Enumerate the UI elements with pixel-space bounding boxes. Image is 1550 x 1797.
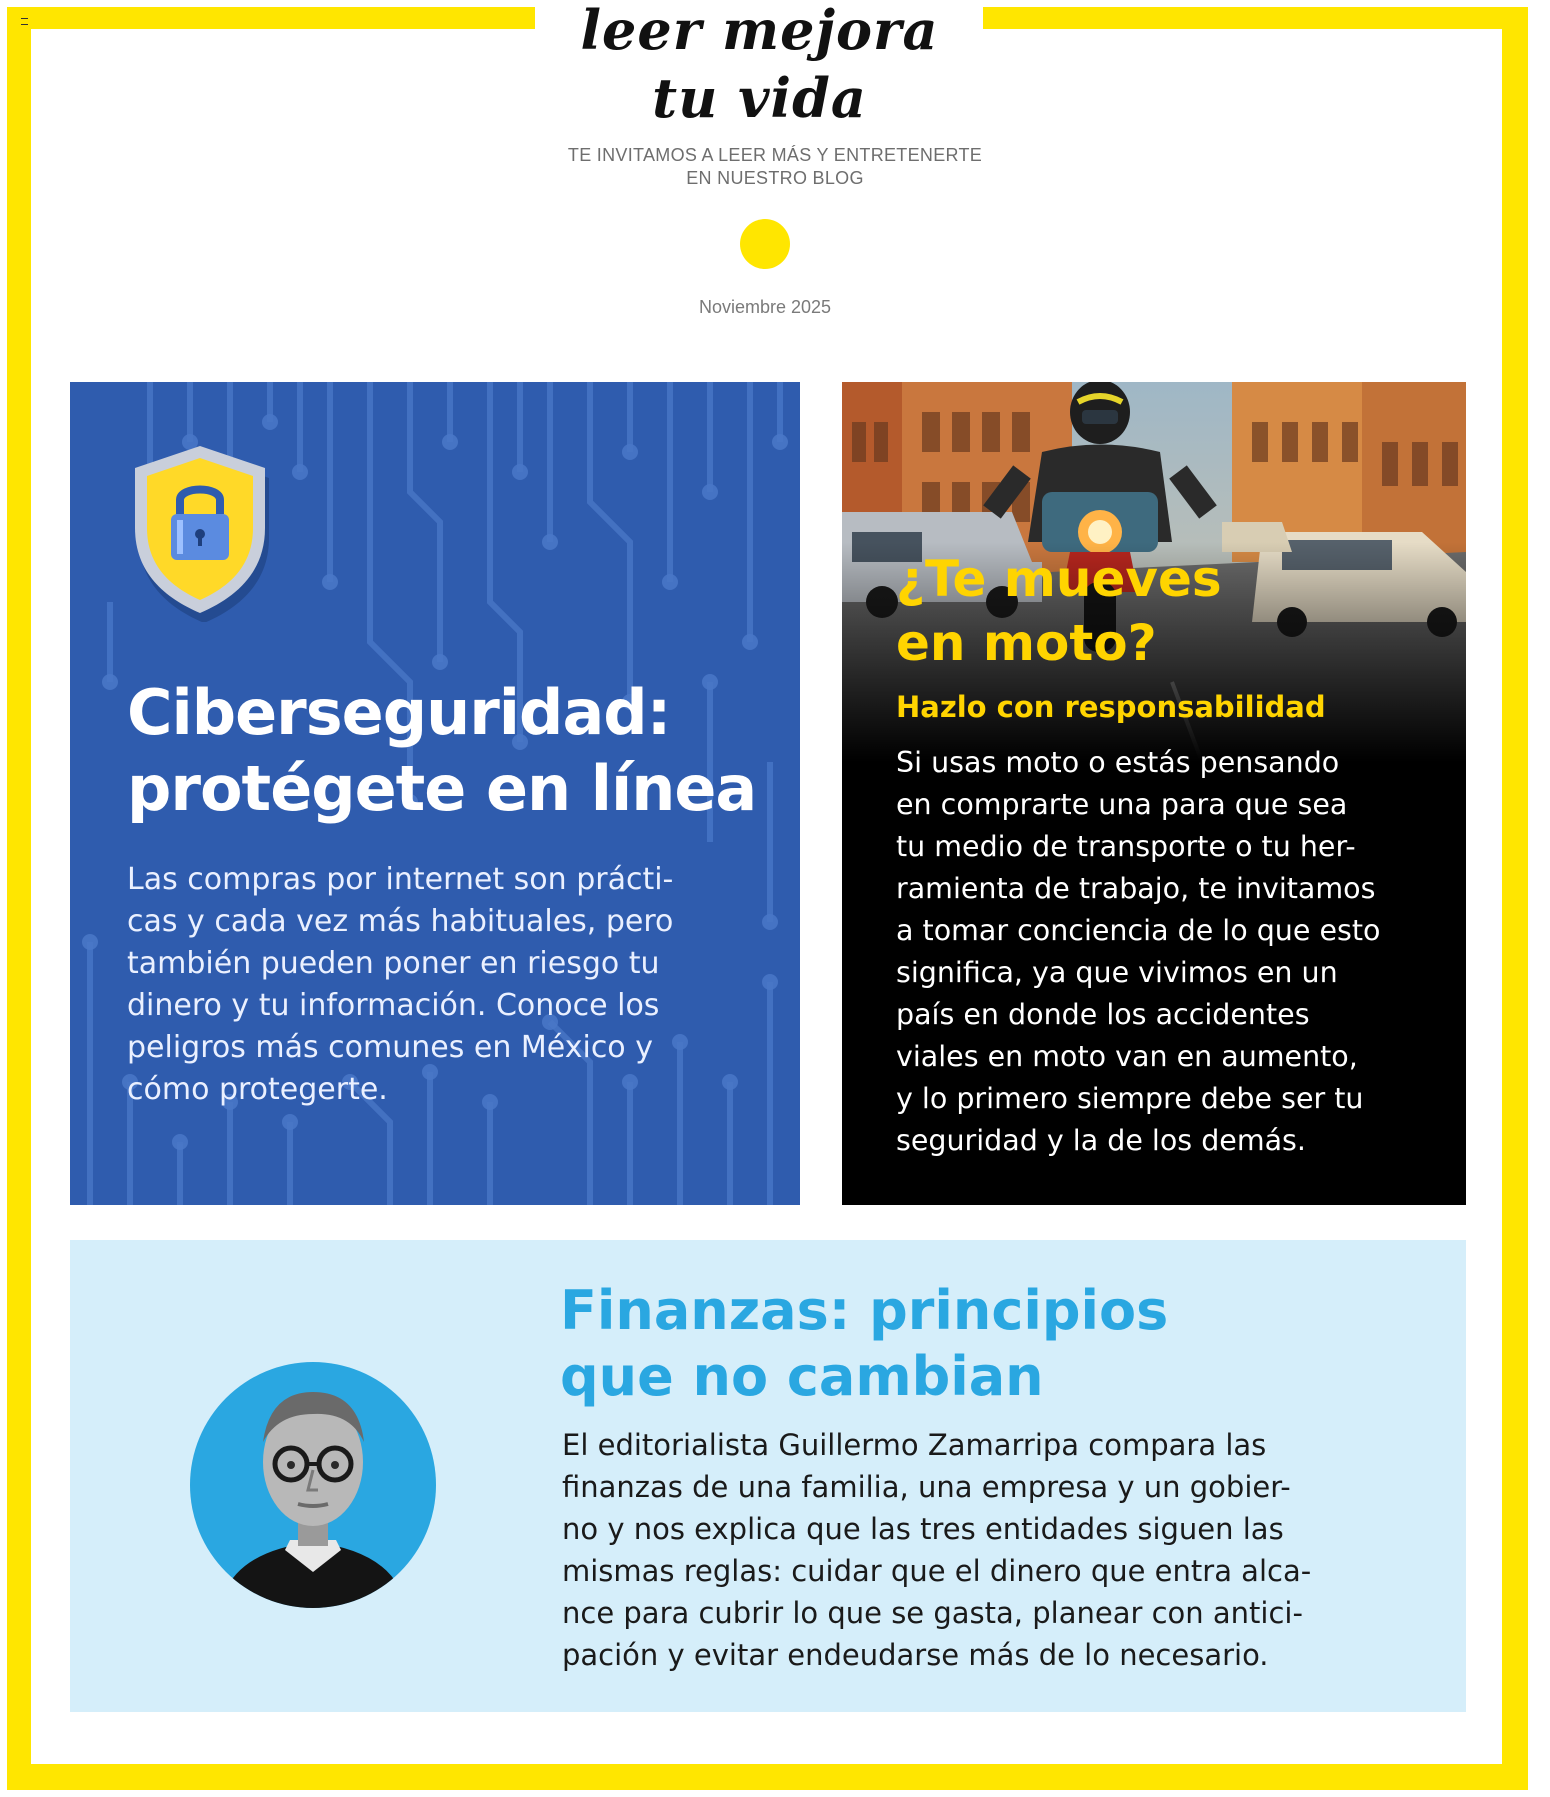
frame-bottom [7,1764,1528,1790]
cyber-body [127,859,727,1111]
cyber-title-line2: protégete en línea [127,752,757,825]
subtitle-line1: TE INVITAMOS A LEER MÁS Y ENTRETENERTE [567,145,983,165]
moto-body-line: viales en moto van en aumento, [896,1040,1358,1073]
moto-subtitle: Hazlo con responsabilidad [896,690,1326,724]
yellow-dot [740,219,790,269]
moto-body-line: ramienta de trabajo, te invitamos [896,872,1376,905]
frame-left [7,7,31,1790]
masthead-title-line1: leer mejora [580,0,939,62]
finance-title [560,1278,1440,1410]
moto-body-line: significa, ya que vivimos en un [896,956,1338,989]
moto-body-line: tu medio de transporte o tu her- [896,830,1356,863]
finance-title-line2: que no cambian [560,1345,1044,1408]
moto-body-line: seguridad y la de los demás. [896,1124,1306,1157]
finance-body-line: pación y evitar endeudarse más de lo necesario. [562,1638,1269,1672]
finance-body-line: El editorialista Guillermo Zamarripa compara las [562,1428,1267,1462]
masthead-title [536,0,983,132]
finance-body-line: nce para cubrir lo que se gasta, planear con antici- [562,1596,1303,1630]
moto-body-line: y lo primero siempre debe ser tu [896,1082,1364,1115]
issue-date: Noviembre 2025 [698,297,832,317]
cyber-body-line: Las compras por internet son prácti- [127,862,674,897]
subtitle-line2: EN NUESTRO BLOG [686,168,864,188]
moto-body-line: a tomar conciencia de lo que esto [896,914,1381,947]
cyber-body-line: cómo protegerte. [127,1072,388,1107]
cyber-title [127,675,787,827]
finance-body-line: mismas reglas: cuidar que el dinero que entra alca- [562,1554,1312,1588]
moto-body-line: país en donde los accidentes [896,998,1310,1031]
corner-mark [21,18,28,25]
masthead [536,0,983,132]
masthead-subtitle [500,144,1050,190]
finance-body [562,1424,1432,1676]
frame-top-left [7,7,535,29]
cyber-body-line: también pueden poner en riesgo tu [127,946,660,981]
finance-body-line: finanzas de una familia, una empresa y un gobier- [562,1470,1291,1504]
masthead-title-line2: tu vida [652,66,867,130]
frame-top-right [983,7,1528,29]
cyber-body-line: dinero y tu información. Conoce los [127,988,660,1023]
moto-title-line1: ¿Te mueves [896,550,1222,608]
finance-title-line1: Finanzas: principios [560,1279,1169,1342]
card-finanzas[interactable] [70,1240,1466,1712]
moto-body-line: Si usas moto o estás pensando [896,746,1340,779]
card-ciberseguridad[interactable] [70,382,800,1205]
author-avatar [190,1362,436,1608]
cyber-body-line: cas y cada vez más habituales, pero [127,904,674,939]
shield-lock-icon [125,442,275,622]
moto-body-line: en comprarte una para que sea [896,788,1348,821]
frame-right [1502,7,1528,1790]
moto-title-line2: en moto? [896,614,1157,672]
cyber-title-line1: Ciberseguridad: [127,676,671,749]
finance-body-line: no y nos explica que las tres entidades siguen las [562,1512,1284,1546]
cyber-body-line: peligros más comunes en México y [127,1030,653,1065]
moto-body [896,742,1456,1162]
moto-title [896,547,1456,675]
card-moto[interactable] [842,382,1466,1205]
author-portrait [190,1362,436,1608]
